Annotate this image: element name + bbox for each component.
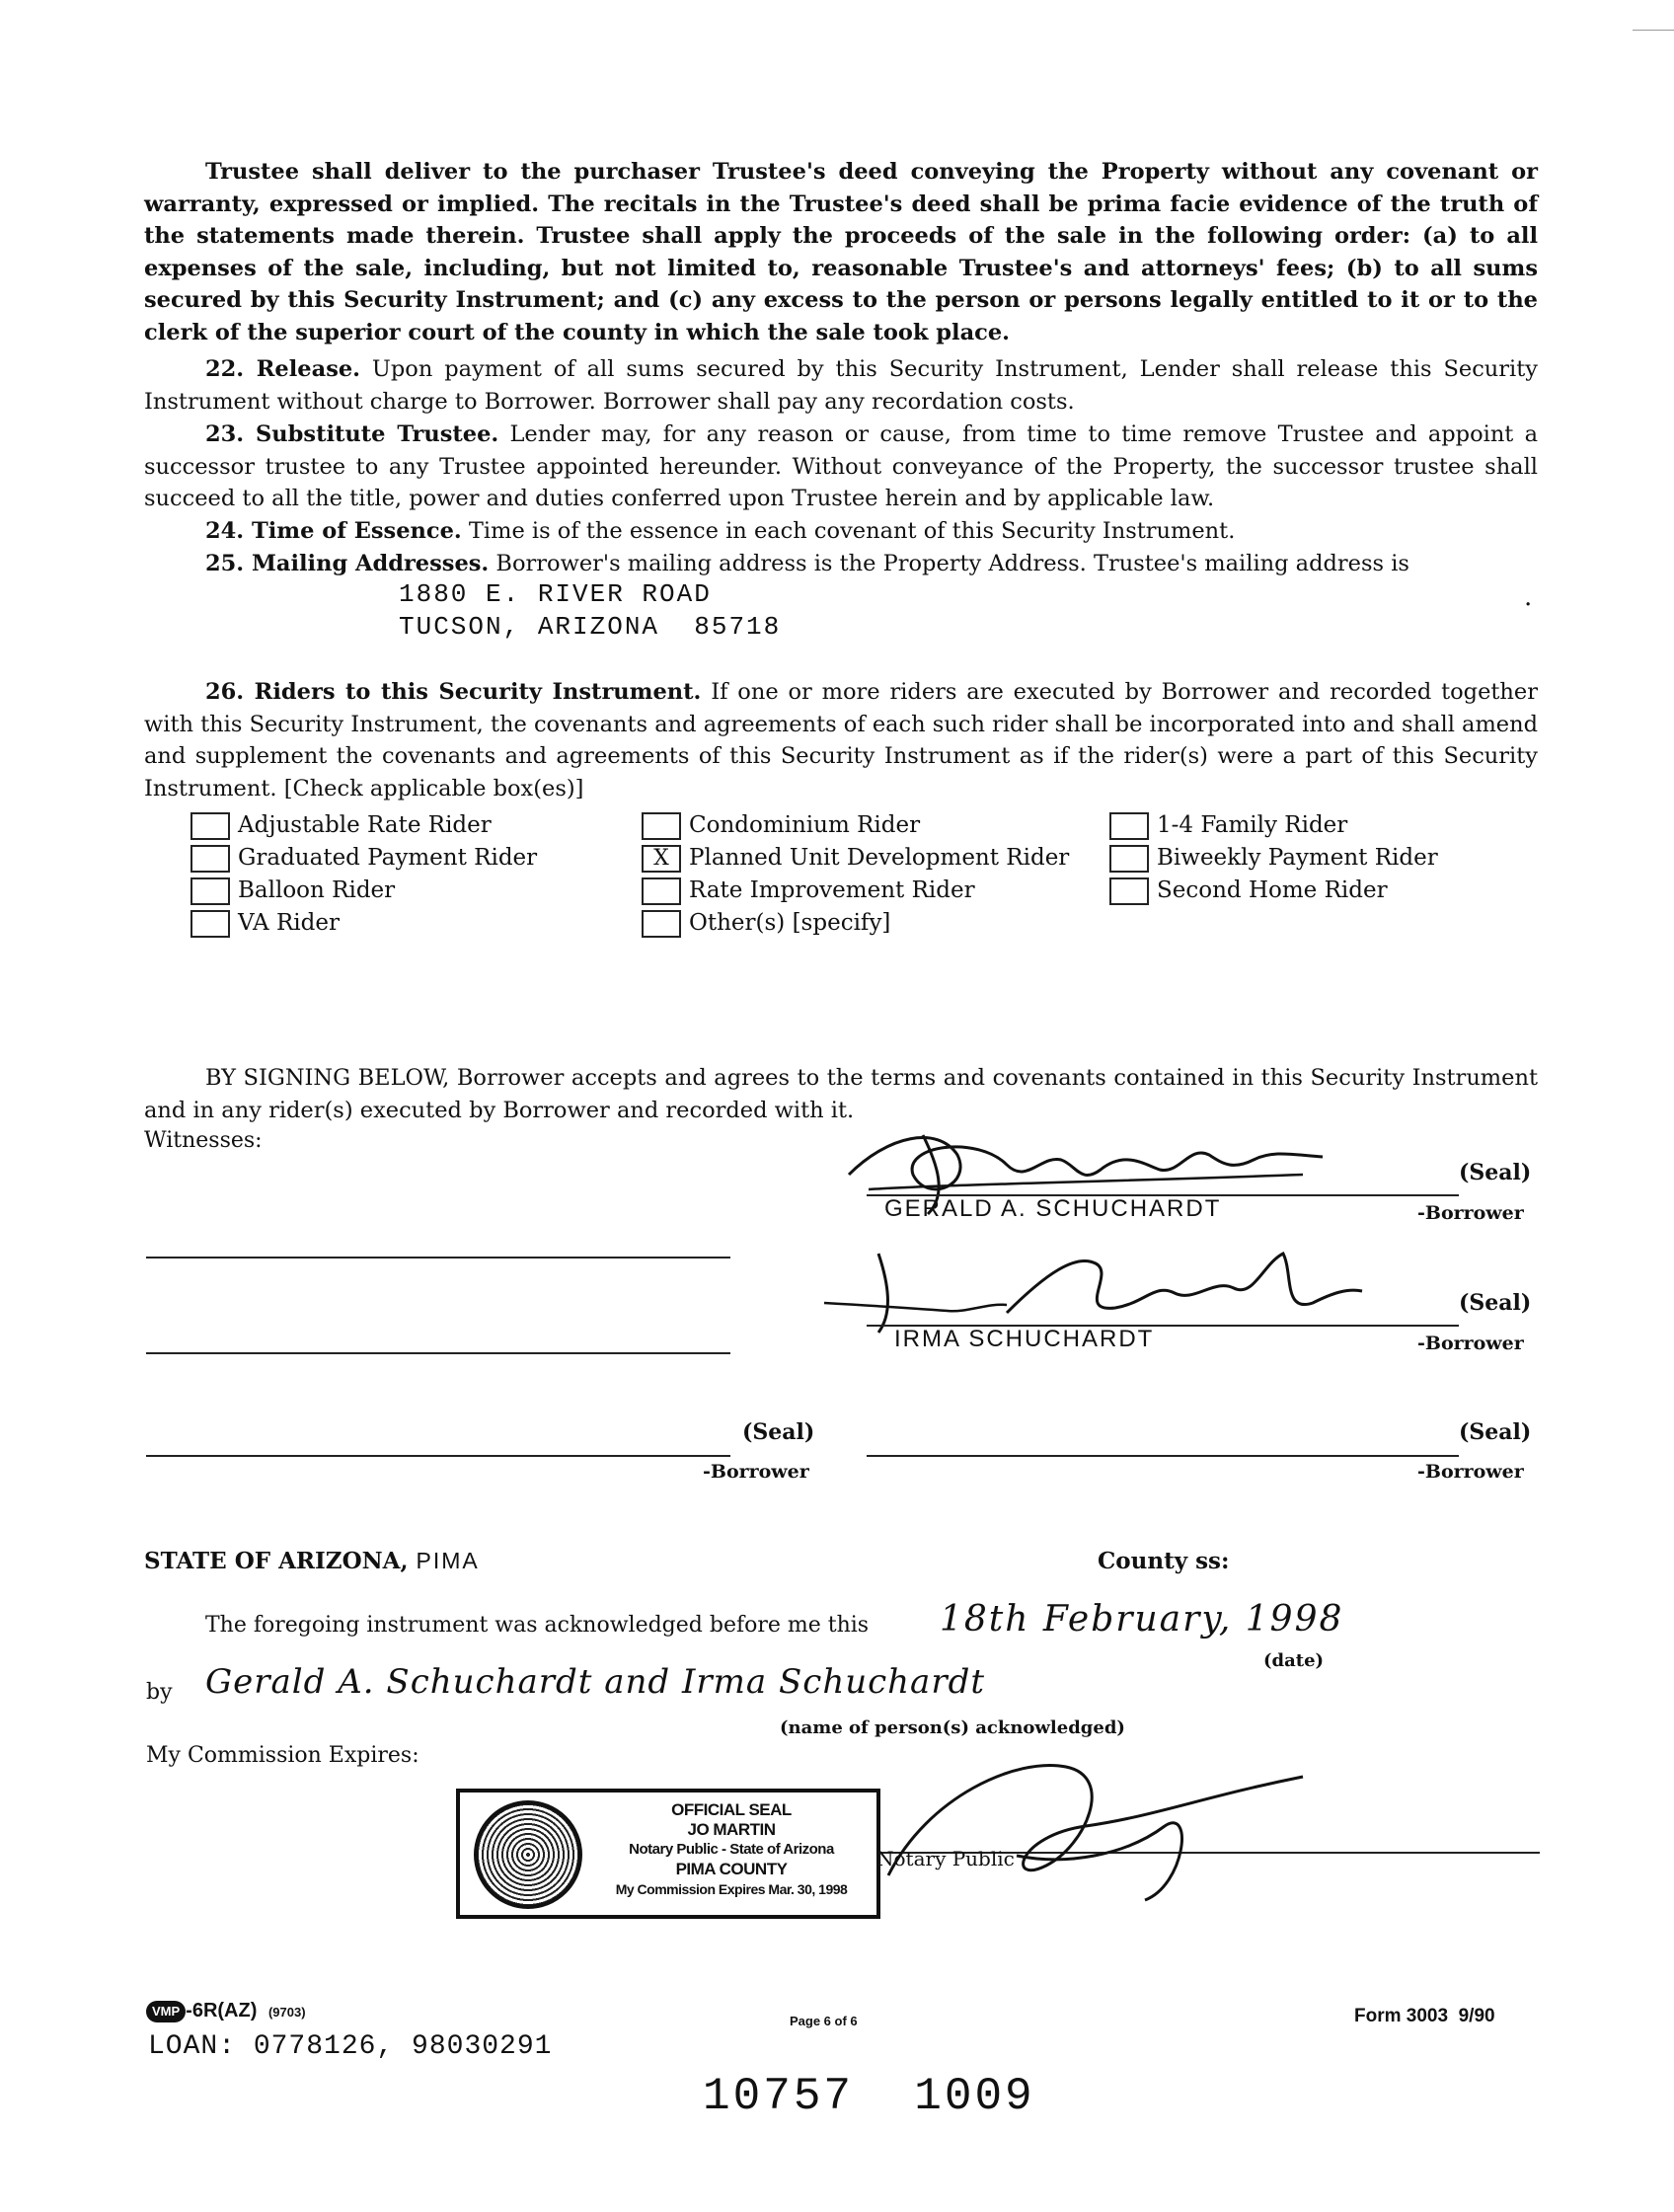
checkbox[interactable] — [1109, 845, 1149, 873]
checkbox[interactable] — [642, 812, 681, 840]
vmp-logo-icon: VMP — [146, 2001, 186, 2022]
trustee-address-line2: TUCSON, ARIZONA 85718 — [399, 612, 782, 642]
borrower-4-label: -Borrower — [1417, 1461, 1524, 1483]
section-25 — [144, 548, 1538, 580]
witness-line-2 — [146, 1352, 730, 1354]
borrower-2-name: IRMA SCHUCHARDT — [894, 1326, 1155, 1352]
form-code — [146, 2000, 306, 2022]
section-22 — [144, 353, 1538, 418]
rider-second-home[interactable] — [1109, 875, 1388, 906]
borrower-2-label: -Borrower — [1417, 1333, 1524, 1354]
borrower-4-line — [867, 1455, 1459, 1457]
checkbox[interactable] — [190, 812, 230, 840]
section-26-title: 26. Riders to this Security Instrument. — [205, 679, 702, 705]
rider-balloon[interactable] — [190, 875, 395, 906]
notary-public-label: Notary Public — [876, 1847, 1015, 1870]
section-26 — [144, 676, 1538, 804]
borrower-1-seal: (Seal) — [1459, 1160, 1532, 1185]
rider-label: Biweekly Payment Rider — [1157, 845, 1438, 871]
corner-mark — [1633, 30, 1674, 31]
seal-text — [588, 1800, 875, 1899]
seal-line: Notary Public - State of Arizona — [629, 1841, 834, 1858]
rider-label: Second Home Rider — [1157, 877, 1388, 903]
checkbox[interactable] — [1109, 877, 1149, 905]
section-23 — [144, 419, 1538, 515]
rider-planned-unit-development[interactable] — [642, 842, 1069, 874]
county-ss: County ss: — [1098, 1548, 1230, 1574]
borrower-3-label: -Borrower — [703, 1461, 809, 1483]
rider-biweekly-payment[interactable] — [1109, 842, 1438, 874]
borrower-4-seal: (Seal) — [1459, 1419, 1532, 1445]
borrower-1-name: GERALD A. SCHUCHARDT — [884, 1195, 1222, 1222]
rider-label: Rate Improvement Rider — [689, 877, 975, 903]
rider-graduated-payment[interactable] — [190, 842, 537, 874]
rider-label: Balloon Rider — [238, 877, 396, 903]
notary-signature — [869, 1737, 1332, 1915]
checkbox[interactable] — [1109, 812, 1149, 840]
checkbox[interactable] — [642, 877, 681, 905]
page-number: Page 6 of 6 — [790, 2014, 858, 2028]
borrower-3-line — [146, 1455, 730, 1457]
section-26-text: If one or more riders are executed by Borrower and recorded together with this Security Instrument, the covenants and agreements of each such rider shall be incorporated into and shall amend and supplement the covenants and agreements of this Security Instrument as if the rider(s) were a part of this Security Instrument. [Check applicable box(es)] — [144, 679, 1538, 801]
rider-rate-improvement[interactable] — [642, 875, 975, 906]
checkbox[interactable] — [642, 910, 681, 938]
rider-condominium[interactable] — [642, 809, 920, 841]
borrower-2-seal: (Seal) — [1459, 1290, 1532, 1316]
record-number: 10757 1009 — [703, 2071, 1035, 2122]
acknowledged-names: Gerald A. Schuchardt and Irma Schuchardt — [205, 1662, 986, 1702]
seal-line: JO MARTIN — [687, 1820, 776, 1839]
witnesses-label: Witnesses: — [144, 1128, 263, 1153]
acknowledgement-date: 18th February, 1998 — [940, 1599, 1344, 1640]
section-25-title: 25. Mailing Addresses. — [205, 551, 490, 576]
rider-label: Adjustable Rate Rider — [238, 812, 492, 838]
signing-statement: BY SIGNING BELOW, Borrower accepts and agrees to the terms and covenants contained in this Security Instrument and in any rider(s) executed by Borrower and recorded with it. — [144, 1065, 1538, 1123]
trustee-address-line1: 1880 E. RIVER ROAD — [399, 579, 712, 609]
rider-label: 1-4 Family Rider — [1157, 812, 1348, 838]
seal-line: PIMA COUNTY — [675, 1860, 788, 1878]
arizona-seal-icon — [474, 1800, 582, 1909]
section-22-title: 22. Release. — [205, 356, 361, 382]
checkbox[interactable] — [190, 877, 230, 905]
rider-va[interactable] — [190, 907, 340, 939]
form-number: Form 3003 9/90 — [1354, 2006, 1495, 2026]
rider-other[interactable] — [642, 907, 890, 939]
section-23-title: 23. Substitute Trustee. — [205, 421, 499, 447]
checkbox[interactable] — [190, 910, 230, 938]
rider-label: Other(s) [specify] — [689, 910, 891, 936]
rider-label: Planned Unit Development Rider — [689, 845, 1070, 871]
date-label: (date) — [1263, 1650, 1325, 1671]
notary-seal-stamp — [456, 1789, 880, 1919]
commission-expires-label: My Commission Expires: — [146, 1743, 419, 1768]
rider-label: Graduated Payment Rider — [238, 845, 538, 871]
checkbox[interactable] — [190, 845, 230, 873]
rider-label: Condominium Rider — [689, 812, 921, 838]
borrower-3-seal: (Seal) — [742, 1419, 815, 1445]
section-23-text: Lender may, for any reason or cause, from time to time remove Trustee and appoint a successor trustee to any Trustee appointed hereunder. Without conveyance of the Property, the successor trustee shall succeed to all the title, power and duties conferred upon Trustee herein and by applicable law. — [144, 421, 1538, 511]
section-24 — [144, 515, 1538, 548]
rider-label: VA Rider — [238, 910, 340, 936]
form-code-text: -6R(AZ) — [186, 2000, 258, 2021]
loan-number: LOAN: 0778126, 98030291 — [148, 2031, 553, 2062]
form-code-sub: (9703) — [267, 2005, 306, 2020]
state-label: STATE OF ARIZONA, — [144, 1548, 409, 1574]
section-25-text: Borrower's mailing address is the Property Address. Trustee's mailing address is — [489, 551, 1409, 576]
names-label: (name of person(s) acknowledged) — [780, 1717, 1125, 1738]
seal-line: OFFICIAL SEAL — [671, 1800, 792, 1819]
address-end-period: . — [1524, 582, 1533, 612]
rider-adjustable-rate[interactable] — [190, 809, 492, 841]
state-of-arizona — [144, 1548, 480, 1574]
section-21-continuation: Trustee shall deliver to the purchaser Trustee's deed conveying the Property without any covenant or warranty, expressed or implied. The recitals in the Trustee's deed shall be prima facie evidence of the truth of the statements made therein. Trustee shall apply the proceeds of the sale in the following order: (a) to all expenses of the sale, including, but not limited to, reasonable Trustee's and attorneys' fees; (b) to all sums secured by this Security Instrument; and (c) any excess to the person or persons legally entitled to it or to the clerk of the superior court of the county in which the sale took place. — [144, 159, 1538, 345]
section-24-text: Time is of the essence in each covenant of this Security Instrument. — [461, 518, 1236, 544]
section-24-title: 24. Time of Essence. — [205, 518, 462, 544]
seal-line: My Commission Expires Mar. 30, 1998 — [615, 1881, 848, 1897]
county-name: PIMA — [416, 1548, 480, 1573]
checkbox-checked[interactable]: X — [642, 845, 681, 873]
borrower-1-label: -Borrower — [1417, 1202, 1524, 1224]
section-22-text: Upon payment of all sums secured by this Security Instrument, Lender shall release this Security Instrument without charge to Borrower. Borrower shall pay any recordation costs. — [144, 356, 1538, 415]
acknowledgement-text: The foregoing instrument was acknowledged before me this — [205, 1613, 870, 1638]
rider-1-4-family[interactable] — [1109, 809, 1347, 841]
witness-line-1 — [146, 1257, 730, 1259]
by-label: by — [146, 1680, 173, 1705]
